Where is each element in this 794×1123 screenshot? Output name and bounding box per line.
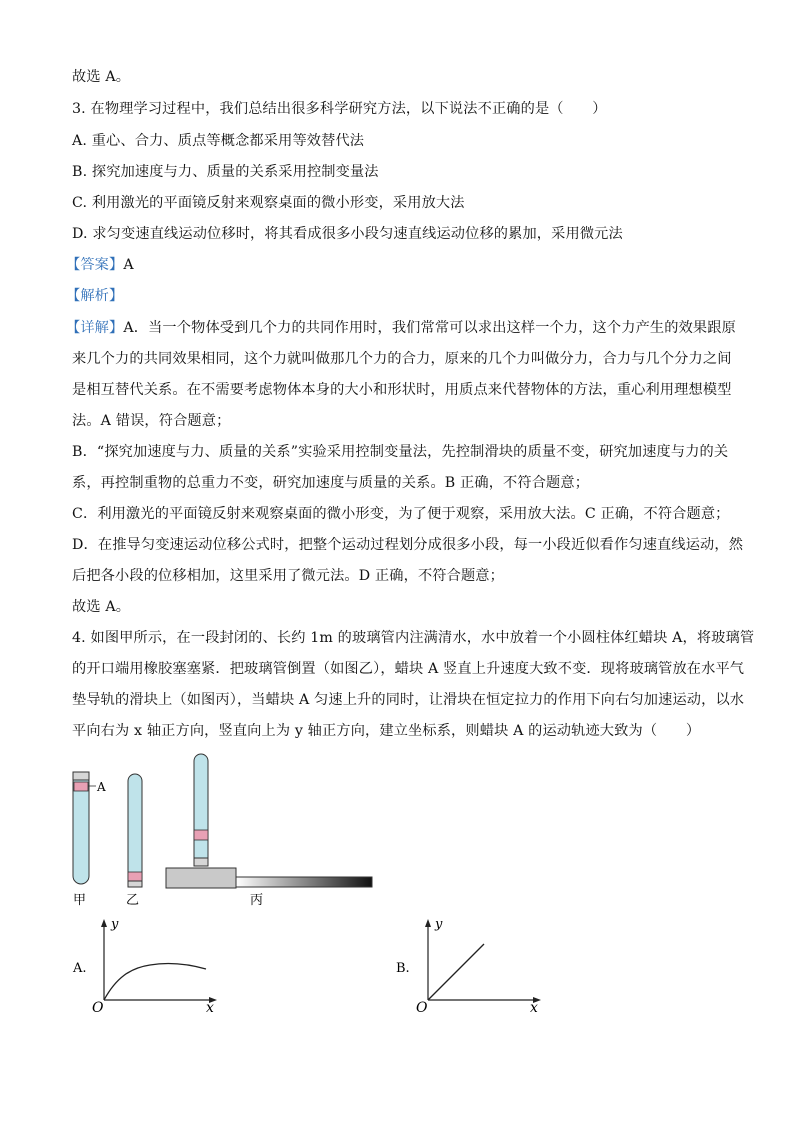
air-track <box>236 877 372 887</box>
tube-yi <box>126 774 142 908</box>
q3-detail-line: 系，再控制重物的总重力不变，研究加速度与质量的关系。B 正确，不符合题意； <box>72 475 590 491</box>
air-slider <box>166 868 236 888</box>
q3-analysis-tag: 【解析】 <box>66 288 124 304</box>
q3-detail-line: C．利用激光的平面镜反射来观察桌面的微小形变，为了便于观察，采用放大法。C 正确，不符合题意； <box>72 506 730 522</box>
option-a-graph <box>64 916 224 1016</box>
trajectory-curve <box>104 964 206 1000</box>
q3-answer <box>66 255 716 275</box>
q3-detail-line: 来几个力的共同效果相同，这个力就叫做那几个力的合力，原来的几个力叫做分力，合力与几个分力之间 <box>72 351 732 367</box>
y-axis-arrow <box>425 919 431 927</box>
option-b-graph <box>390 916 550 1016</box>
wax-block <box>74 782 88 791</box>
q3-conclusion: 故选 A。 <box>72 599 131 615</box>
y-axis-label: y <box>435 917 443 932</box>
q3-option-b: B. 探究加速度与力、质量的关系采用控制变量法 <box>72 164 379 180</box>
y-axis-label: y <box>111 917 119 932</box>
apparatus-figure <box>64 752 384 912</box>
q3-stem: 3. 在物理学习过程中，我们总结出很多科学研究方法，以下说法不正确的是（ ） <box>72 101 607 117</box>
label-a: A <box>97 780 106 794</box>
q3-detail-line: 法。A 错误，符合题意； <box>72 413 231 429</box>
option-a-letter: A. <box>73 961 87 976</box>
wax-block <box>194 830 208 840</box>
q3-detail-line: 【详解】A．当一个物体受到几个力的共同作用时，我们常常可以求出这样一个力，这个力产生的效果跟原 <box>66 320 736 336</box>
q3-detail-line: B．“探究加速度与力、质量的关系”实验采用控制变量法，先控制滑块的质量不变，研究加速度与力的关 <box>72 444 729 460</box>
q3-detail-line: 是相互替代关系。在不需要考虑物体本身的大小和形状时，用质点来代替物体的方法，重心利用理想模型 <box>72 382 732 398</box>
label-yi: 乙 <box>126 893 140 908</box>
q2-conclusion: 故选 A。 <box>72 69 131 85</box>
detail-tag: 【详解】 <box>66 320 124 336</box>
q3-option-a: A. 重心、合力、质点等概念都采用等效替代法 <box>72 133 365 149</box>
answer-tag: 【答案】 <box>66 257 124 273</box>
q3-option-c: C. 利用激光的平面镜反射来观察桌面的微小形变，采用放大法 <box>72 195 465 211</box>
label-bing: 丙 <box>250 893 264 908</box>
q4-stem-line: 垫导轨的滑块上（如图丙），当蜡块 A 匀速上升的同时，让滑块在恒定拉力的作用下向右匀加速运动，以水 <box>72 692 745 708</box>
origin-label: O <box>416 1000 428 1016</box>
x-axis-label: x <box>530 1000 538 1016</box>
answer-value: A <box>123 257 134 273</box>
tube-bing <box>166 754 372 908</box>
q3-detail-line: 后把各小段的位移相加，这里采用了微元法。D 正确，不符合题意； <box>72 568 504 584</box>
origin-label: O <box>92 1000 104 1016</box>
wax-block <box>128 872 142 881</box>
q4-stem-line: 4. 如图甲所示，在一段封闭的、长约 1m 的玻璃管内注满清水，水中放着一个小圆柱体红蜡块 A，将玻璃管 <box>72 630 755 646</box>
label-jia: 甲 <box>73 893 87 908</box>
q3-option-d: D. 求匀变速直线运动位移时，将其看成很多小段匀速直线运动位移的累加，采用微元法 <box>72 226 623 242</box>
tube-jia <box>73 772 106 908</box>
option-b-letter: B. <box>396 961 410 976</box>
q4-stem-line: 平向右为 x 轴正方向，竖直向上为 y 轴正方向，建立坐标系，则蜡块 A 的运动轨迹大致为（ ） <box>72 723 701 739</box>
q4-stem-line: 的开口端用橡胶塞塞紧．把玻璃管倒置（如图乙），蜡块 A 竖直上升速度大致不变．现将玻璃管放在水平气 <box>72 661 745 677</box>
q3-detail-line: D．在推导匀变速运动位移公式时，把整个运动过程划分成很多小段，每一小段近似看作匀速直线运动，然 <box>72 537 744 553</box>
x-axis-label: x <box>206 1000 214 1016</box>
y-axis-arrow <box>101 919 107 927</box>
trajectory-line <box>428 944 484 1000</box>
